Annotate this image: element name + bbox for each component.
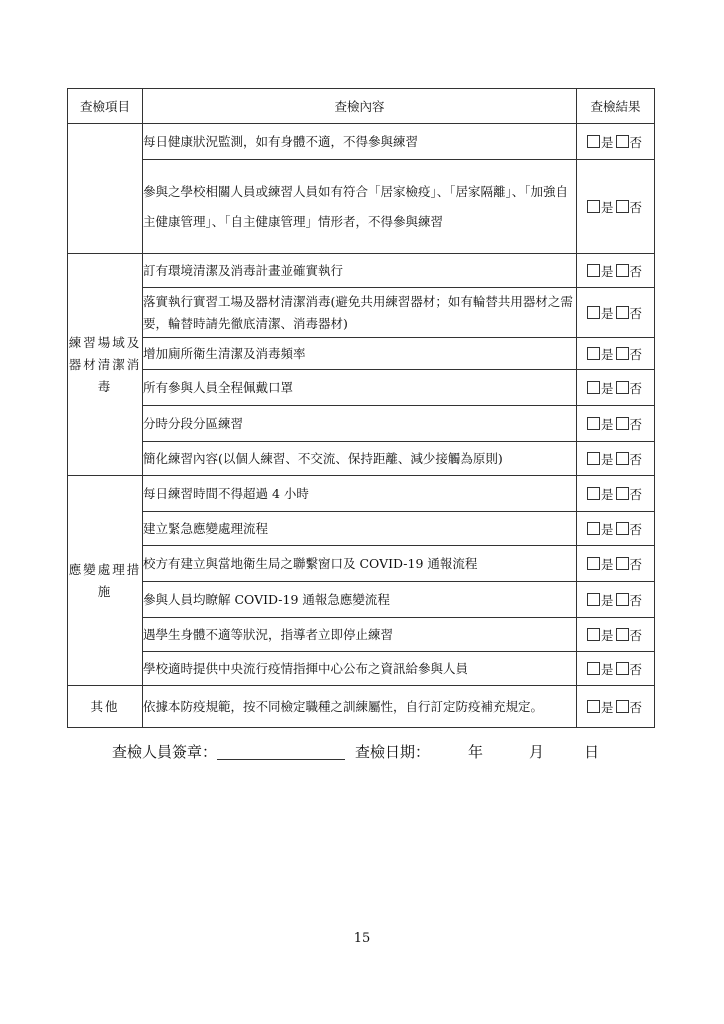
result-cell [577,406,655,442]
yes-label: 是 [600,556,614,572]
yes-label: 是 [600,451,614,467]
no-label: 否 [629,134,643,150]
yes-label: 是 [600,627,614,643]
yes-checkbox[interactable] [587,200,600,213]
no-checkbox[interactable] [616,522,629,535]
item-content: 落實執行實習工場及器材清潔消毒(避免共用練習器材；如有輪替共用器材之需要，輪替時請先徹底清潔、消毒器材) [143,288,577,338]
item-content: 簡化練習內容(以個人練習、不交流、保持距離、減少接觸為原則) [143,442,577,476]
header-row [68,89,655,124]
header-content: 查檢內容 [143,89,577,124]
date-day-label: 日 [584,743,600,761]
no-checkbox[interactable] [616,135,629,148]
yes-label: 是 [600,416,614,432]
no-label: 否 [629,627,643,643]
header-result: 查檢結果 [577,89,655,124]
table-row [68,254,655,288]
result-cell [577,686,655,728]
item-content: 分時分段分區練習 [143,406,577,442]
result-cell [577,124,655,160]
no-checkbox[interactable] [616,628,629,641]
item-content: 所有參與人員全程佩戴口罩 [143,370,577,406]
yes-checkbox[interactable] [587,700,600,713]
yes-checkbox[interactable] [587,306,600,319]
result-cell [577,370,655,406]
table-row [68,442,655,476]
category-cell: 練習場域及器材清潔消毒 [68,254,143,476]
no-checkbox[interactable] [616,200,629,213]
table-row [68,512,655,546]
table-row [68,618,655,652]
result-cell [577,254,655,288]
no-label: 否 [629,263,643,279]
table-row [68,686,655,728]
date-year-label: 年 [468,743,484,761]
table-row [68,546,655,582]
no-checkbox[interactable] [616,417,629,430]
yes-checkbox[interactable] [587,264,600,277]
table-row [68,288,655,338]
page-number: 15 [353,931,371,946]
yes-label: 是 [600,346,614,362]
no-label: 否 [629,661,643,677]
checklist-table [67,88,655,728]
item-content: 參與之學校相關人員或練習人員如有符合「居家檢疫」、「居家隔離」、「加強自主健康管理」、「自主健康管理」情形者，不得參與練習 [143,160,577,254]
category-cell [68,124,143,254]
no-label: 否 [629,416,643,432]
yes-checkbox[interactable] [587,557,600,570]
table-row [68,370,655,406]
header-item: 查檢項目 [68,89,143,124]
no-checkbox[interactable] [616,381,629,394]
yes-checkbox[interactable] [587,487,600,500]
yes-label: 是 [600,380,614,396]
table-row [68,124,655,160]
yes-checkbox[interactable] [587,662,600,675]
result-cell [577,618,655,652]
item-content: 每日練習時間不得超過 4 小時 [143,476,577,512]
yes-label: 是 [600,199,614,215]
item-content: 遇學生身體不適等狀況，指導者立即停止練習 [143,618,577,652]
no-checkbox[interactable] [616,662,629,675]
no-label: 否 [629,486,643,502]
yes-label: 是 [600,661,614,677]
result-cell [577,512,655,546]
no-checkbox[interactable] [616,593,629,606]
date-month-label: 月 [529,743,545,761]
result-cell [577,160,655,254]
result-cell [577,338,655,370]
yes-checkbox[interactable] [587,628,600,641]
no-label: 否 [629,521,643,537]
yes-label: 是 [600,521,614,537]
inspection-footer [112,741,599,762]
table-row [68,582,655,618]
yes-label: 是 [600,305,614,321]
yes-checkbox[interactable] [587,347,600,360]
item-content: 參與人員均瞭解 COVID-19 通報急應變流程 [143,582,577,618]
no-label: 否 [629,451,643,467]
yes-checkbox[interactable] [587,417,600,430]
no-checkbox[interactable] [616,452,629,465]
yes-label: 是 [600,486,614,502]
result-cell [577,652,655,686]
result-cell [577,442,655,476]
signature-line[interactable] [217,745,345,760]
no-label: 否 [629,699,643,715]
category-cell: 應變處理措施 [68,476,143,686]
yes-checkbox[interactable] [587,381,600,394]
inspector-signature-label: 查檢人員簽章： [112,743,218,761]
no-label: 否 [629,592,643,608]
table-row [68,406,655,442]
inspection-date-label: 查檢日期： [355,743,431,761]
table-row [68,652,655,686]
item-content: 建立緊急應變處理流程 [143,512,577,546]
no-checkbox[interactable] [616,557,629,570]
yes-label: 是 [600,592,614,608]
yes-checkbox[interactable] [587,135,600,148]
no-checkbox[interactable] [616,264,629,277]
yes-label: 是 [600,699,614,715]
item-content: 依據本防疫規範，按不同檢定職種之訓練屬性，自行訂定防疫補充規定。 [143,686,577,728]
no-label: 否 [629,380,643,396]
result-cell [577,288,655,338]
yes-label: 是 [600,134,614,150]
no-checkbox[interactable] [616,306,629,319]
item-content: 每日健康狀況監測，如有身體不適，不得參與練習 [143,124,577,160]
yes-checkbox[interactable] [587,593,600,606]
no-label: 否 [629,556,643,572]
result-cell [577,582,655,618]
item-content: 訂有環境清潔及消毒計畫並確實執行 [143,254,577,288]
yes-label: 是 [600,263,614,279]
no-label: 否 [629,199,643,215]
item-content: 增加廁所衛生清潔及消毒頻率 [143,338,577,370]
result-cell [577,476,655,512]
no-checkbox[interactable] [616,487,629,500]
result-cell [577,546,655,582]
item-content: 校方有建立與當地衛生局之聯繫窗口及 COVID-19 通報流程 [143,546,577,582]
item-content: 學校適時提供中央流行疫情指揮中心公布之資訊給參與人員 [143,652,577,686]
table-row [68,338,655,370]
no-label: 否 [629,346,643,362]
category-cell: 其他 [68,686,143,728]
no-checkbox[interactable] [616,700,629,713]
no-label: 否 [629,305,643,321]
no-checkbox[interactable] [616,347,629,360]
table-row [68,476,655,512]
table-row [68,160,655,254]
yes-checkbox[interactable] [587,522,600,535]
yes-checkbox[interactable] [587,452,600,465]
